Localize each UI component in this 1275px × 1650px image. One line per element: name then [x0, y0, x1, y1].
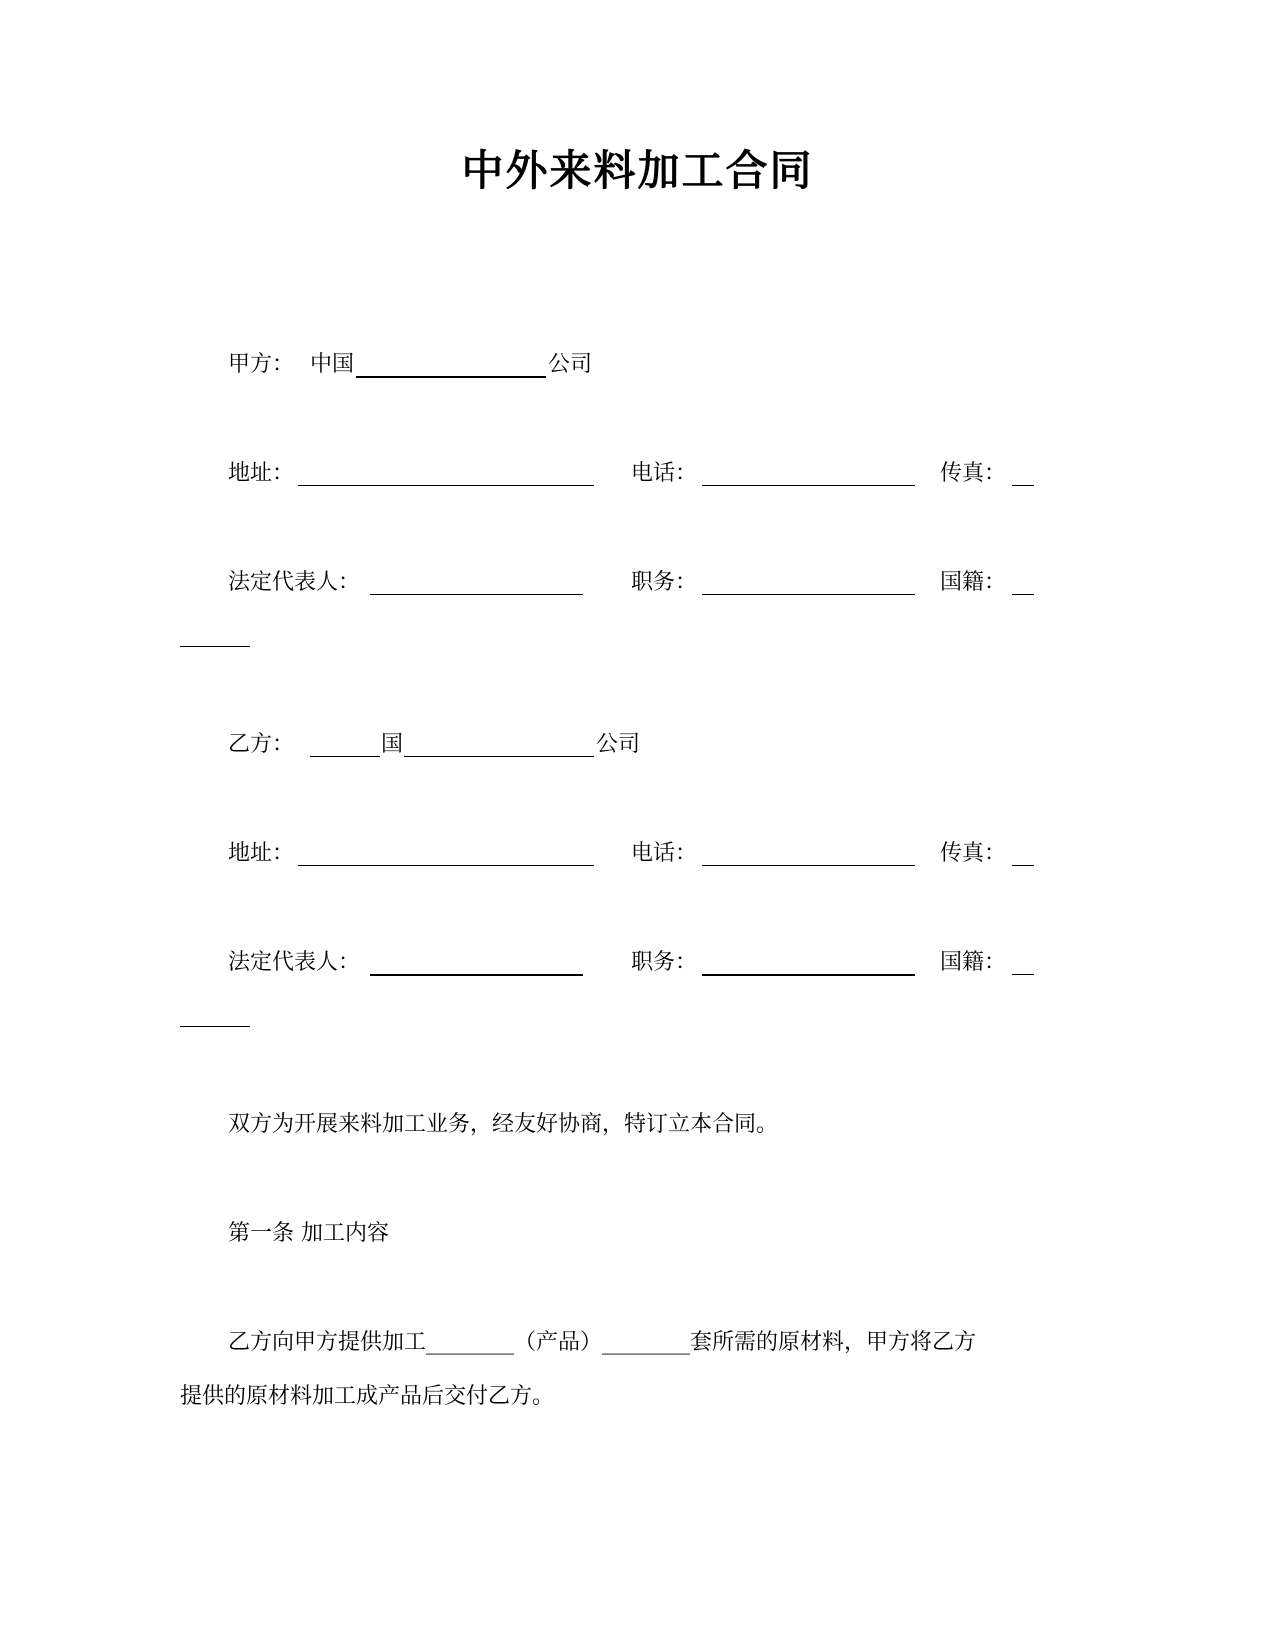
party-b-nationality-blank-continued[interactable]: [180, 1026, 250, 1027]
party-b-address-label: 地址：: [228, 841, 295, 866]
party-b-nationality-label: 国籍：: [940, 950, 1007, 975]
party-b-phone-label: 电话：: [631, 841, 698, 866]
party-a-suffix: 公司: [548, 352, 593, 377]
article-1-text-line-1: 乙方向甲方提供加工________（产品）________套所需的原材料，甲方将乙方: [228, 1330, 977, 1355]
party-a-name-blank[interactable]: [356, 376, 546, 378]
party-b-phone-blank[interactable]: [702, 865, 915, 866]
party-b-legal-rep-blank[interactable]: [370, 974, 583, 976]
party-b-position-label: 职务：: [631, 950, 698, 975]
party-b-fax-label: 传真：: [940, 841, 1007, 866]
party-b-legal-rep-label: 法定代表人：: [228, 950, 361, 975]
party-b-suffix: 公司: [596, 732, 641, 757]
party-b-label: 乙方：: [228, 732, 295, 757]
party-b-country-suffix: 国: [381, 732, 404, 757]
document-title: 中外来料加工合同: [461, 146, 814, 195]
party-a-phone-blank[interactable]: [702, 485, 915, 486]
article-1-heading: 第一条 加工内容: [228, 1221, 389, 1246]
party-b-address-blank[interactable]: [298, 865, 594, 866]
party-a-fax-blank[interactable]: [1012, 485, 1034, 486]
party-b-fax-blank[interactable]: [1012, 865, 1034, 866]
party-a-nationality-blank[interactable]: [1012, 594, 1034, 595]
intro-paragraph: 双方为开展来料加工业务，经友好协商，特订立本合同。: [228, 1112, 779, 1137]
party-b-position-blank[interactable]: [702, 974, 915, 976]
party-b-name-blank[interactable]: [404, 756, 594, 757]
party-a-position-blank[interactable]: [702, 594, 915, 595]
party-a-address-label: 地址：: [228, 461, 295, 486]
party-a-nationality-blank-continued[interactable]: [180, 646, 250, 647]
article-1-text-line-2: 提供的原材料加工成产品后交付乙方。: [180, 1384, 555, 1409]
party-a-phone-label: 电话：: [631, 461, 698, 486]
party-a-legal-rep-label: 法定代表人：: [228, 570, 361, 595]
party-a-address-blank[interactable]: [298, 485, 594, 486]
party-a-nationality-label: 国籍：: [940, 570, 1007, 595]
party-a-legal-rep-blank[interactable]: [370, 594, 583, 595]
party-a-fax-label: 传真：: [940, 461, 1007, 486]
party-b-nationality-blank[interactable]: [1012, 974, 1034, 975]
party-a-prefix: 中国: [310, 352, 355, 377]
party-a-label: 甲方：: [228, 352, 295, 377]
party-a-position-label: 职务：: [631, 570, 698, 595]
party-b-country-blank[interactable]: [310, 756, 380, 757]
